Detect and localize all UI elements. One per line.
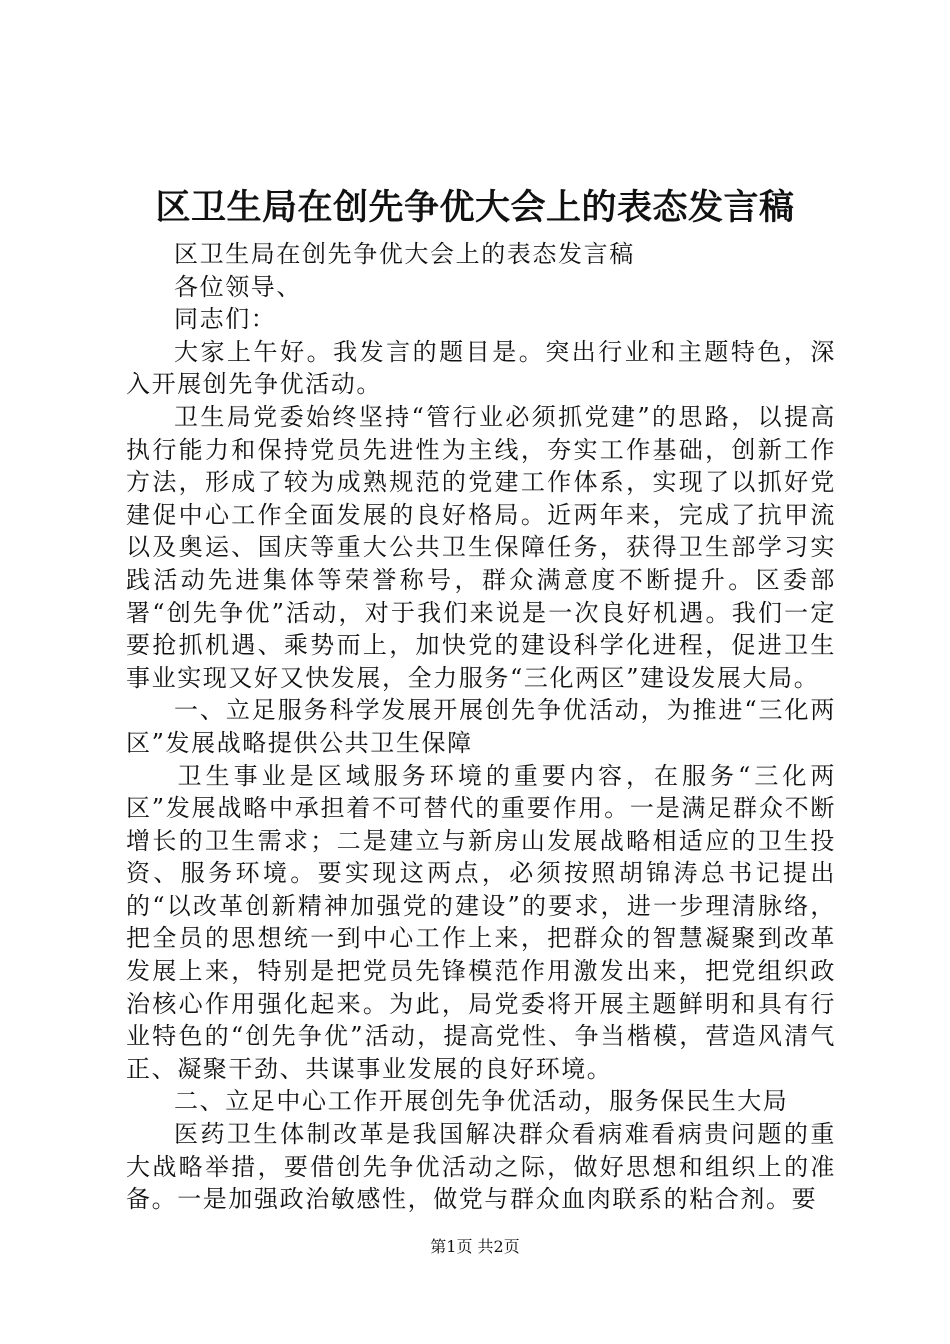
- section-heading-1: 一、立足服务科学发展开展创先争优活动，为推进“三化两区”发展战略提供公共卫生保障: [126, 696, 836, 757]
- document-title: 区卫生局在创先争优大会上的表态发言稿: [155, 187, 795, 228]
- paragraph-medical-reform: 医药卫生体制改革是我国解决群众看病难看病贵问题的重大战略举措，要借创先争优活动之际，做好思想和组织上的准备。一是加强政治敏感性，做党与群众血肉联系的粘合剂。要: [126, 1120, 836, 1214]
- paragraph-greeting: 大家上午好。我发言的题目是。突出行业和主题特色，深入开展创先争优活动。: [126, 337, 836, 399]
- paragraph-health-services: 卫生事业是区域服务环境的重要内容，在服务“三化两区”发展战略中承担着不可替代的重要作用。一是满足群众不断增长的卫生需求；二是建立与新房山发展战略相适应的卫生投资、服务环境。要实现这两点，必须按照胡锦涛总书记提出的“以改革创新精神加强党的建设”的要求，进一步理清脉络，把全员的思想统一到中心工作上来，把群众的智慧凝聚到改革发展上来，特别是把党员先锋模范作用激发出来，把党组织政治核心作用强化起来。为此，局党委将开展主题鲜明和具有行业特色的“创先争优”活动，提高党性、争当楷模，营造风清气正、凝聚干劲、共谋事业发展的良好环境。: [126, 761, 836, 1083]
- paragraph-party-committee: 卫生局党委始终坚持“管行业必须抓党建”的思路，以提高执行能力和保持党员先进性为主线，夯实工作基础，创新工作方法，形成了较为成熟规范的党建工作体系，实现了以抓好党建促中心工作全面发展的良好格局。近两年来，完成了抗甲流以及奥运、国庆等重大公共卫生保障任务，获得卫生部学习实践活动先进集体等荣誉称号，群众满意度不断提升。区委部署“创先争优”活动，对于我们来说是一次良好机遇。我们一定要抢抓机遇、乘势而上，加快党的建设科学化进程，促进卫生事业实现又好又快发展，全力服务“三化两区”建设发展大局。: [126, 402, 836, 692]
- salutation-comrades: 同志们：: [174, 305, 277, 334]
- section-heading-2: 二、立足中心工作开展创先争优活动，服务保民生大局: [174, 1087, 789, 1116]
- salutation-leaders: 各位领导、: [174, 272, 302, 301]
- document-body: [126, 238, 836, 1216]
- page-footer: 第1页 共2页: [430, 1237, 520, 1256]
- subtitle-paragraph: 区卫生局在创先争优大会上的表态发言稿: [174, 240, 635, 268]
